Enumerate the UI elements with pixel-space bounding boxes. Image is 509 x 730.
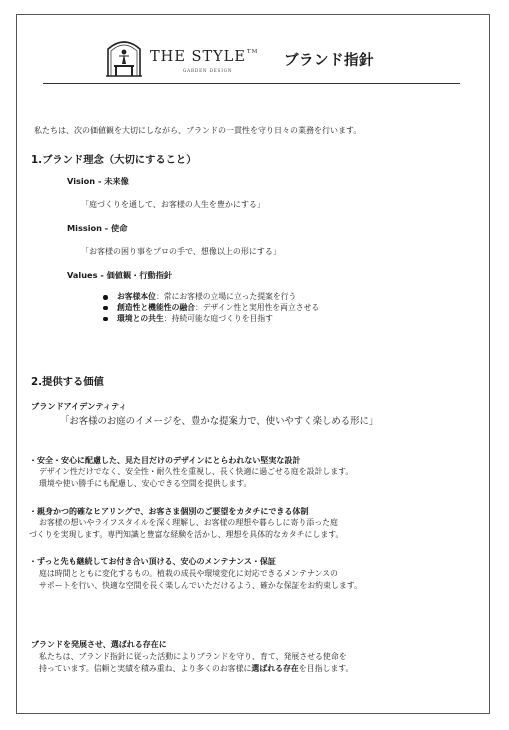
brand-identity-label: ブランドアイデンティティ	[31, 401, 127, 411]
header-divider	[43, 83, 460, 84]
value-heading-hearing: ・親身かつ的確なヒアリングで、お客さま個別のご要望をカタチにできる体制	[29, 507, 309, 516]
value-text: 環境や使い勝手にも配慮し、安心できる空間を提供します。	[39, 479, 252, 488]
garden-gate-logo-icon	[105, 37, 143, 77]
value-text: づくりを実現します。専門知識と豊富な経験を活かし、理想を具体的なカタチにします。	[29, 530, 344, 539]
list-item: 創造性と機能性の融合：デザイン性と実用性を両立させる	[103, 303, 319, 314]
values-label: Values - 価値観・行動指針	[67, 270, 173, 280]
closing-text: 私たちは、ブランド指針に従った活動によりブランドを守り、育て、発展させる使命を	[39, 652, 347, 661]
value-heading-maintenance: ・ずっと先も継続してお付き合い頂ける、安心のメンテナンス・保証	[29, 557, 276, 566]
section1-title: 1.ブランド理念（大切にすること）	[31, 154, 197, 166]
section2-title: 2.提供する価値	[31, 376, 104, 388]
vision-text: 「庭づくりを通して、お客様の人生を豊かにする」	[81, 200, 265, 209]
value-text: サポートを行い、快適な空間を長く楽しんでいただけるよう、確かな保証をお約束します。	[39, 581, 362, 590]
header	[17, 15, 489, 81]
list-item: お客様本位：常にお客様の立場に立った提案を行う	[103, 292, 319, 303]
list-item: 環境との共生：持続可能な庭づくりを目指す	[103, 314, 319, 325]
document-title: ブランド指針	[284, 53, 374, 69]
mission-text: 「お客様の困り事をプロの手で、想像以上の形にする」	[81, 247, 281, 256]
value-text: お客様の想いやライフスタイルを深く理解し、お客様の理想や暮らしに寄り添った庭	[39, 518, 338, 527]
mission-label: Mission - 使命	[67, 223, 128, 233]
brand-identity-text: 「お客様のお庭のイメージを、豊かな提案力で、使いやすく楽しめる形に」	[60, 416, 379, 427]
value-text: デザイン性だけでなく、安全性・耐久性を重視し、長く快適に過ごせる庭を設計します。	[39, 467, 354, 476]
closing-text: 持っています。信頼と実績を積み重ね、より多くのお客様に選ばれる存在を目指します。	[39, 664, 354, 673]
document-page	[16, 14, 490, 714]
brand-name: THE STYLE™	[150, 49, 259, 65]
brand-subtitle: GARDEN DESIGN	[183, 68, 233, 73]
intro-text: 私たちは、次の価値観を大切にしながら、ブランドの一貫性を守り日々の業務を行います。	[34, 126, 362, 135]
value-heading-safety: ・安全・安心に配慮した、見た目だけのデザインにとらわれない堅実な設計	[29, 456, 301, 465]
closing-heading: ブランドを発展させ、選ばれる存在に	[31, 640, 167, 649]
values-list	[103, 292, 319, 324]
value-text: 庭は時間とともに変化するもの。植栽の成長や環境変化に対応できるメンテナンスの	[39, 569, 338, 578]
vision-label: Vision - 未来像	[67, 176, 129, 186]
